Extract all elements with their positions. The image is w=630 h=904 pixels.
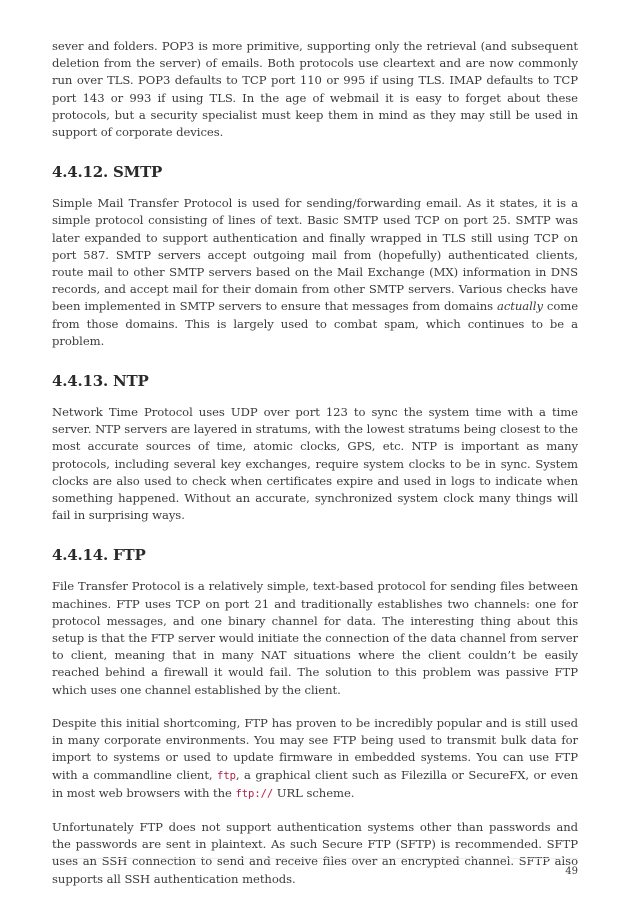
ftp-p2-text-1: Despite this initial shortcoming, FTP has proven to be incredibly popular and is still used in many corporate environments. You may see FTP being used to transmit bulk data for import to systems or used to update firmware in embedded systems. You can use FTP with a commandline client, [52, 715, 578, 782]
ftp-url-scheme-code: ftp:// [235, 787, 274, 800]
footer-divider [52, 858, 578, 859]
ftp-paragraph-2 [52, 715, 578, 803]
ntp-paragraph: Network Time Protocol uses UDP over port 123 to sync the system time with a time server. NTP servers are layered in stratums, with the lowest stratums being closest to the most accurate sources of time, atomic clocks, GPS, etc. NTP is important as many protocols, including several key exchanges, require system clocks to be in sync. System clocks are also used to check when certificates expire and used in logs to indicate when something happened. Without an accurate, synchronized system clock many things will fail in surprising ways. [52, 405, 578, 523]
intro-paragraph: sever and folders. POP3 is more primitive, supporting only the retrieval (and subsequent deletion from the server) of emails. Both protocols use cleartext and are now commonly run over TLS. POP3 defaults to TCP port 110 or 995 if using TLS. IMAP defaults to TCP port 143 or 993 if using TLS. In the age of webmail it is easy to forget about these protocols, but a security specialist must keep them in mind as they may still be used in support of corporate devices. [52, 39, 578, 140]
ftp-paragraph-3: Unfortunately FTP does not support authentication systems other than passwords and the passwords are sent in plaintext. As such Secure FTP (SFTP) is recommended. SFTP uses an SSH connection to send and receive files over an encrypted channel. SFTP also supports all SSH authentication methods. [52, 819, 578, 886]
section-heading-smtp: 4.4.12. SMTP [52, 163, 163, 182]
smtp-text-1: Simple Mail Transfer Protocol is used for sending/forwarding email. As it states, it is a simple protocol consisting of lines of text. Basic SMTP used TCP on port 25. SMTP was later expanded to support authentication and finally wrapped in TLS still using TCP on port 587. SMTP servers accept outgoing mail from (hopefully) authenticated clients, route mail to other SMTP servers based on the Mail Exchange (MX) information in DNS records, and accept mail for their domain from other SMTP servers. Various checks have been implemented in SMTP servers to ensure that messages from domains [52, 196, 578, 314]
smtp-text-2: come from those domains. This is largely used to combat spam, which continues to be a problem. [52, 299, 578, 348]
ftp-paragraph-1: File Transfer Protocol is a relatively simple, text-based protocol for sending files between machines. FTP uses TCP on port 21 and traditionally establishes two channels: one for protocol messages, and one binary channel for data. The interesting thing about this setup is that the FTP server would initiate the connection of the data channel from server to client, meaning that in many NAT situations where the client couldn’t be easily reached behind a firewall it would fail. The solution to this problem was passive FTP which uses one channel established by the client. [52, 579, 578, 697]
page-body [52, 38, 578, 904]
ftp-command-code: ftp [217, 769, 236, 782]
page-number: 49 [565, 866, 578, 877]
section-heading-ftp: 4.4.14. FTP [52, 546, 146, 565]
smtp-emphasis: actually [496, 299, 543, 314]
smtp-paragraph [52, 195, 578, 350]
section-heading-ntp: 4.4.13. NTP [52, 372, 149, 391]
ftp-p2-text-2: , a graphical client such as Filezilla or SecureFX, or even in most web browsers with the [52, 767, 578, 800]
ftp-p2-text-3: URL scheme. [273, 785, 355, 800]
